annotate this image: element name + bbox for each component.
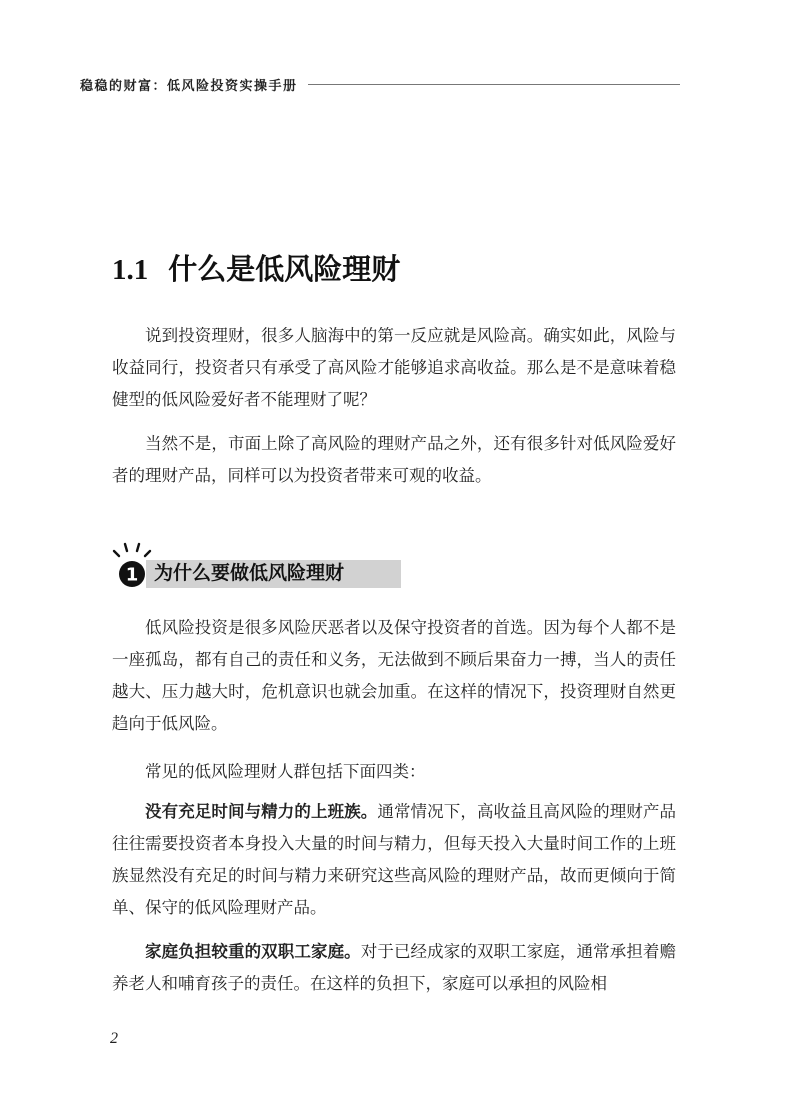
body-paragraph-2: 常见的低风险理财人群包括下面四类： (145, 762, 426, 781)
subsection-number: 1 (125, 564, 139, 586)
running-head-rule (308, 84, 680, 85)
subsection-heading (110, 542, 400, 592)
running-head (80, 74, 680, 94)
group-paragraph-1 (112, 796, 676, 924)
group-lead-1: 没有充足时间与精力的上班族。 (145, 802, 378, 821)
group-text-2: 对于已经成家的双职工家庭，通常承担着赡养老人和哺育孩子的责任。在这样的负担下，家庭可以承担的风险相 (112, 942, 677, 993)
page-number: 2 (110, 1030, 118, 1047)
subsection-title: 为什么要做低风险理财 (154, 562, 345, 584)
group-paragraph-2 (112, 936, 676, 1000)
section-number: 1.1 (112, 254, 149, 286)
lightbulb-burst-icon (110, 542, 158, 592)
intro-paragraph-1: 说到投资理财，很多人脑海中的第一反应就是风险高。确实如此，风险与收益同行，投资者只有承受了高风险才能够追求高收益。那么是不是意味着稳健型的低风险爱好者不能理财了呢？ (112, 326, 676, 409)
running-head-text: 稳稳的财富：低风险投资实操手册 (80, 78, 298, 94)
section-title (112, 247, 400, 288)
section-title-text: 什么是低风险理财 (168, 252, 401, 286)
group-text-1: 通常情况下，高收益且高风险的理财产品往往需要投资者本身投入大量的时间与精力，但每天投入大量时间工作的上班族显然没有充足的时间与精力来研究这些高风险的理财产品，故而更倾向于简单、保守的低风险理财产品。 (112, 802, 677, 917)
body-paragraph-1: 低风险投资是很多风险厌恶者以及保守投资者的首选。因为每个人都不是一座孤岛，都有自己的责任和义务，无法做到不顾后果奋力一搏，当人的责任越大、压力越大时，危机意识也就会加重。在这样的情况下，投资理财自然更趋向于低风险。 (112, 618, 676, 733)
group-lead-2: 家庭负担较重的双职工家庭。 (145, 942, 361, 961)
intro-paragraph-2: 当然不是，市面上除了高风险的理财产品之外，还有很多针对低风险爱好者的理财产品，同样可以为投资者带来可观的收益。 (112, 434, 676, 485)
